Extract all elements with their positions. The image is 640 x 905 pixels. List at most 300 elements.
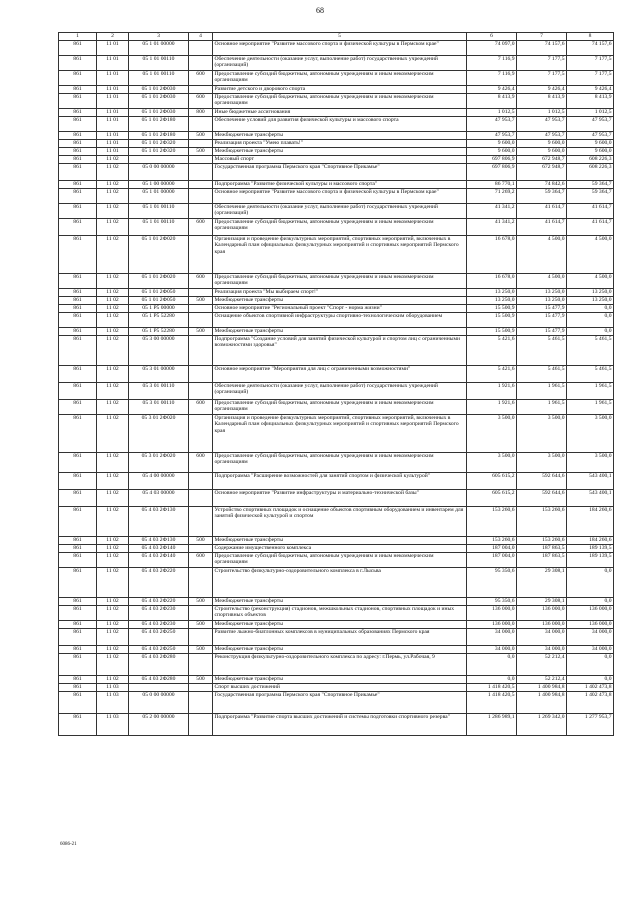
description-cell: Обеспечение деятельности (оказание услуг, выполнение работ) государственных учреждений (организаций): [213, 55, 467, 70]
amount-year3-cell: 189 139,5: [567, 544, 614, 552]
expense-type-cell: 500: [189, 536, 213, 544]
target-article-cell: 05 3 00 00000: [129, 335, 189, 365]
amount-year1-cell: 71 269,2: [467, 188, 517, 203]
amount-year1-cell: 1 012,5: [467, 108, 517, 116]
target-article-cell: 05 1 01 2Ф030: [129, 85, 189, 93]
table-row: [59, 472, 614, 489]
amount-year2-cell: 1 961,5: [517, 382, 567, 399]
amount-year3-cell: 1 961,5: [567, 399, 614, 414]
amount-year3-cell: 4 500,0: [567, 273, 614, 288]
table-row: [59, 203, 614, 218]
target-article-cell: 05 1 01 00110: [129, 70, 189, 85]
description-cell: Подпрограмма "Развитие физической культуры и массового спорта": [213, 180, 467, 188]
amount-year1-cell: 1 921,6: [467, 399, 517, 414]
table-row: [59, 116, 614, 131]
table-row: [59, 628, 614, 645]
section-code-cell: 11 02: [97, 653, 129, 675]
amount-year2-cell: 1 400 984,8: [517, 683, 567, 691]
admin-code-cell: 861: [59, 382, 97, 399]
expense-type-cell: [189, 116, 213, 131]
amount-year3-cell: 13 250,0: [567, 288, 614, 296]
amount-year3-cell: 59 364,7: [567, 188, 614, 203]
expense-type-cell: 500: [189, 645, 213, 653]
table-row: [59, 536, 614, 544]
description-cell: Межбюджетные трансферты: [213, 620, 467, 628]
amount-year1-cell: 605 615,2: [467, 472, 517, 489]
amount-year3-cell: 41 614,7: [567, 203, 614, 218]
amount-year2-cell: 4 500,0: [517, 235, 567, 273]
amount-year3-cell: 74 157,6: [567, 40, 614, 55]
admin-code-cell: 861: [59, 304, 97, 312]
amount-year3-cell: 1 402 473,8: [567, 691, 614, 713]
section-code-cell: 11 02: [97, 304, 129, 312]
expense-type-cell: 500: [189, 597, 213, 605]
section-code-cell: 11 02: [97, 203, 129, 218]
target-article-cell: 05 3 01 2Ф020: [129, 452, 189, 472]
amount-year1-cell: 74 097,0: [467, 40, 517, 55]
target-article-cell: [129, 683, 189, 691]
amount-year1-cell: 3 500,0: [467, 452, 517, 472]
amount-year1-cell: 13 250,0: [467, 296, 517, 304]
amount-year1-cell: 7 116,9: [467, 70, 517, 85]
target-article-cell: 05 4 03 2Ф230: [129, 620, 189, 628]
admin-code-cell: 861: [59, 40, 97, 55]
description-cell: Межбюджетные трансферты: [213, 597, 467, 605]
amount-year3-cell: 5 461,5: [567, 335, 614, 365]
amount-year2-cell: 13 250,0: [517, 296, 567, 304]
description-cell: Оснащение объектов спортивной инфраструктуры спортивно-технологическим оборудованием: [213, 312, 467, 327]
description-cell: Межбюджетные трансферты: [213, 147, 467, 155]
table-row: [59, 365, 614, 382]
expense-type-cell: [189, 40, 213, 55]
description-cell: Предоставление субсидий бюджетным, автономным учреждениям и иным некоммерческим организациям: [213, 93, 467, 108]
amount-year1-cell: 86 770,1: [467, 180, 517, 188]
expense-type-cell: [189, 691, 213, 713]
amount-year2-cell: 1 012,5: [517, 108, 567, 116]
table-body: [59, 40, 614, 735]
amount-year1-cell: 34 000,0: [467, 628, 517, 645]
description-cell: Содержание имущественного комплекса: [213, 544, 467, 552]
description-cell: Межбюджетные трансферты: [213, 536, 467, 544]
amount-year1-cell: 9 600,0: [467, 147, 517, 155]
table-row: [59, 399, 614, 414]
description-cell: Реализация проекта "Мы выбираем спорт!": [213, 288, 467, 296]
section-code-cell: 11 02: [97, 552, 129, 567]
description-cell: Межбюджетные трансферты: [213, 645, 467, 653]
expense-type-cell: 800: [189, 108, 213, 116]
amount-year3-cell: 1 277 953,7: [567, 713, 614, 735]
admin-code-cell: 861: [59, 399, 97, 414]
description-cell: Основное мероприятие "Развитие массового спорта и физической культуры в Пермском крае": [213, 40, 467, 55]
target-article-cell: 05 1 Р5 52280: [129, 327, 189, 335]
amount-year3-cell: 9 600,0: [567, 147, 614, 155]
target-article-cell: 05 1 01 00110: [129, 218, 189, 235]
description-cell: Предоставление субсидий бюджетным, автономным учреждениям и иным некоммерческим организациям: [213, 452, 467, 472]
description-cell: Основное мероприятие "Развитие инфраструктуры и материально-технической базы": [213, 489, 467, 506]
target-article-cell: 05 1 Р5 00000: [129, 304, 189, 312]
table-row: [59, 70, 614, 85]
amount-year2-cell: 41 614,7: [517, 203, 567, 218]
table-row: [59, 691, 614, 713]
table-row: [59, 55, 614, 70]
expense-type-cell: [189, 683, 213, 691]
amount-year2-cell: 7 177,5: [517, 55, 567, 70]
amount-year2-cell: 9 600,0: [517, 139, 567, 147]
amount-year2-cell: 47 953,7: [517, 131, 567, 139]
amount-year1-cell: 136 000,0: [467, 620, 517, 628]
amount-year1-cell: 9 600,0: [467, 139, 517, 147]
description-cell: Реконструкция физкультурно-оздоровительного комплекса по адресу: г.Пермь, ул.Рабочая, 9: [213, 653, 467, 675]
amount-year1-cell: 15 500,9: [467, 327, 517, 335]
amount-year2-cell: 4 500,0: [517, 273, 567, 288]
amount-year2-cell: 34 000,0: [517, 645, 567, 653]
amount-year2-cell: 74 842,6: [517, 180, 567, 188]
admin-code-cell: 861: [59, 147, 97, 155]
expense-type-cell: [189, 335, 213, 365]
amount-year2-cell: 136 000,0: [517, 620, 567, 628]
section-code-cell: 11 01: [97, 40, 129, 55]
amount-year2-cell: 47 953,7: [517, 116, 567, 131]
target-article-cell: [129, 155, 189, 163]
description-cell: Устройство спортивных площадок и оснащение объектов спортивным оборудованием и инвентарем для занятий физической культурой и спортом: [213, 506, 467, 536]
section-code-cell: 11 02: [97, 312, 129, 327]
description-cell: Подпрограмма "Создание условий для занятий физической культурой и спортом лиц с ограниченными возможностями здоровья": [213, 335, 467, 365]
budget-table: [58, 32, 614, 736]
section-code-cell: 11 02: [97, 506, 129, 536]
expense-type-cell: [189, 382, 213, 399]
amount-year2-cell: 13 250,0: [517, 288, 567, 296]
amount-year2-cell: 15 477,9: [517, 304, 567, 312]
admin-code-cell: 861: [59, 180, 97, 188]
amount-year3-cell: 608 226,3: [567, 155, 614, 163]
admin-code-cell: 861: [59, 85, 97, 93]
expense-type-cell: [189, 288, 213, 296]
table-row: [59, 597, 614, 605]
table-row: [59, 552, 614, 567]
target-article-cell: 05 4 00 00000: [129, 472, 189, 489]
expense-type-cell: 600: [189, 399, 213, 414]
admin-code-cell: 861: [59, 506, 97, 536]
description-cell: Межбюджетные трансферты: [213, 296, 467, 304]
section-code-cell: 11 02: [97, 675, 129, 683]
expense-type-cell: [189, 139, 213, 147]
amount-year1-cell: 1 286 989,1: [467, 713, 517, 735]
admin-code-cell: 861: [59, 116, 97, 131]
target-article-cell: 05 3 01 2Ф020: [129, 414, 189, 452]
amount-year3-cell: 7 177,5: [567, 70, 614, 85]
section-code-cell: 11 01: [97, 55, 129, 70]
description-cell: Строительство (реконструкция) стадионов, межшкольных стадионов, спортивных площадок и иных спортивных объектов: [213, 605, 467, 620]
admin-code-cell: 861: [59, 235, 97, 273]
description-cell: Подпрограмма "Расширение возможностей для занятий спортом и физической культурой": [213, 472, 467, 489]
amount-year1-cell: 41 341,2: [467, 218, 517, 235]
admin-code-cell: 861: [59, 139, 97, 147]
amount-year1-cell: 1 418 420,5: [467, 691, 517, 713]
section-code-cell: 11 02: [97, 567, 129, 597]
table-row: [59, 296, 614, 304]
target-article-cell: 05 4 03 2Ф280: [129, 675, 189, 683]
admin-code-cell: 861: [59, 536, 97, 544]
amount-year3-cell: 184 260,6: [567, 536, 614, 544]
target-article-cell: 05 1 01 2Ф030: [129, 93, 189, 108]
admin-code-cell: 861: [59, 691, 97, 713]
amount-year1-cell: 95 350,6: [467, 597, 517, 605]
amount-year1-cell: 41 341,2: [467, 203, 517, 218]
description-cell: Основное мероприятие "Региональный проект "Спорт - норма жизни": [213, 304, 467, 312]
column-header: 3: [129, 33, 189, 41]
amount-year1-cell: 95 350,6: [467, 567, 517, 597]
amount-year2-cell: 7 177,5: [517, 70, 567, 85]
expense-type-cell: [189, 472, 213, 489]
target-article-cell: 05 4 03 2Ф140: [129, 552, 189, 567]
amount-year1-cell: 697 806,9: [467, 155, 517, 163]
amount-year3-cell: 1 961,5: [567, 382, 614, 399]
section-code-cell: 11 03: [97, 683, 129, 691]
target-article-cell: 05 1 01 00000: [129, 40, 189, 55]
target-article-cell: 05 1 01 2Ф180: [129, 116, 189, 131]
table-row: [59, 620, 614, 628]
admin-code-cell: 861: [59, 713, 97, 735]
amount-year2-cell: 592 644,6: [517, 472, 567, 489]
expense-type-cell: [189, 365, 213, 382]
table-row: [59, 414, 614, 452]
expense-type-cell: [189, 85, 213, 93]
table-row: [59, 40, 614, 55]
description-cell: Межбюджетные трансферты: [213, 675, 467, 683]
table-row: [59, 163, 614, 180]
amount-year2-cell: 52 212,4: [517, 653, 567, 675]
amount-year3-cell: 8 413,9: [567, 93, 614, 108]
amount-year3-cell: 4 500,0: [567, 235, 614, 273]
admin-code-cell: 861: [59, 628, 97, 645]
target-article-cell: 05 4 03 2Ф130: [129, 506, 189, 536]
section-code-cell: 11 02: [97, 544, 129, 552]
amount-year3-cell: 47 953,7: [567, 116, 614, 131]
table-row: [59, 139, 614, 147]
amount-year2-cell: 153 260,6: [517, 536, 567, 544]
expense-type-cell: 600: [189, 452, 213, 472]
table-row: [59, 188, 614, 203]
amount-year1-cell: 0,0: [467, 675, 517, 683]
section-code-cell: 11 02: [97, 218, 129, 235]
amount-year3-cell: 1 402 473,8: [567, 683, 614, 691]
description-cell: Государственная программа Пермского края "Спортивное Прикамье": [213, 163, 467, 180]
description-cell: Развитие лыжно-биатлонных комплексов в муниципальных образованиях Пермского края: [213, 628, 467, 645]
amount-year3-cell: 3 500,0: [567, 452, 614, 472]
target-article-cell: 05 2 00 00000: [129, 713, 189, 735]
expense-type-cell: [189, 489, 213, 506]
table-row: [59, 645, 614, 653]
description-cell: Обеспечение деятельности (оказание услуг, выполнение работ) государственных учреждений (организаций): [213, 382, 467, 399]
target-article-cell: 05 4 03 2Ф250: [129, 628, 189, 645]
amount-year3-cell: 41 614,7: [567, 218, 614, 235]
section-code-cell: 11 02: [97, 288, 129, 296]
amount-year3-cell: 34 000,0: [567, 645, 614, 653]
amount-year1-cell: 1 418 420,5: [467, 683, 517, 691]
description-cell: Межбюджетные трансферты: [213, 327, 467, 335]
description-cell: Межбюджетные трансферты: [213, 131, 467, 139]
column-header: 5: [213, 33, 467, 41]
target-article-cell: 05 3 01 00110: [129, 399, 189, 414]
admin-code-cell: 861: [59, 620, 97, 628]
admin-code-cell: 861: [59, 472, 97, 489]
expense-type-cell: 600: [189, 93, 213, 108]
section-code-cell: 11 02: [97, 645, 129, 653]
description-cell: Иные бюджетные ассигнования: [213, 108, 467, 116]
table-row: [59, 235, 614, 273]
amount-year1-cell: 9 426,4: [467, 85, 517, 93]
amount-year2-cell: 153 260,6: [517, 506, 567, 536]
amount-year2-cell: 3 500,0: [517, 414, 567, 452]
target-article-cell: 05 3 01 00000: [129, 365, 189, 382]
amount-year3-cell: 0,0: [567, 304, 614, 312]
section-code-cell: 11 02: [97, 296, 129, 304]
target-article-cell: 05 1 01 2Ф030: [129, 108, 189, 116]
table-row: [59, 675, 614, 683]
amount-year1-cell: 605 615,2: [467, 489, 517, 506]
amount-year3-cell: 13 250,0: [567, 296, 614, 304]
section-code-cell: 11 02: [97, 327, 129, 335]
description-cell: Предоставление субсидий бюджетным, автономным учреждениям и иным некоммерческим организациям: [213, 399, 467, 414]
description-cell: Развитие детского и дворового спорта: [213, 85, 467, 93]
section-code-cell: 11 02: [97, 414, 129, 452]
admin-code-cell: 861: [59, 675, 97, 683]
amount-year2-cell: 74 157,6: [517, 40, 567, 55]
description-cell: Строительство физкультурно-оздоровительного комплекса в г.Лысьва: [213, 567, 467, 597]
amount-year1-cell: 8 413,9: [467, 93, 517, 108]
target-article-cell: 05 1 01 2Ф020: [129, 235, 189, 273]
table-row: [59, 567, 614, 597]
expense-type-cell: 500: [189, 147, 213, 155]
amount-year2-cell: 1 400 984,8: [517, 691, 567, 713]
amount-year1-cell: 7 116,9: [467, 55, 517, 70]
section-code-cell: 11 02: [97, 155, 129, 163]
section-code-cell: 11 01: [97, 131, 129, 139]
amount-year2-cell: 34 000,0: [517, 628, 567, 645]
description-cell: Основное мероприятие "Развитие массового спорта и физической культуры в Пермском крае": [213, 188, 467, 203]
target-article-cell: 05 4 03 2Ф250: [129, 645, 189, 653]
amount-year3-cell: 9 426,4: [567, 85, 614, 93]
description-cell: Предоставление субсидий бюджетным, автономным учреждениям и иным некоммерческим организациям: [213, 70, 467, 85]
admin-code-cell: 861: [59, 567, 97, 597]
amount-year2-cell: 15 477,9: [517, 312, 567, 327]
target-article-cell: 05 1 Р5 52280: [129, 312, 189, 327]
amount-year2-cell: 672 948,7: [517, 163, 567, 180]
target-article-cell: 05 1 01 2Ф050: [129, 296, 189, 304]
target-article-cell: 05 1 01 00000: [129, 188, 189, 203]
table-row: [59, 93, 614, 108]
amount-year1-cell: 47 953,7: [467, 131, 517, 139]
target-article-cell: 05 3 01 00110: [129, 382, 189, 399]
expense-type-cell: [189, 203, 213, 218]
amount-year1-cell: 3 500,0: [467, 414, 517, 452]
description-cell: Массовый спорт: [213, 155, 467, 163]
target-article-cell: 05 1 01 00110: [129, 203, 189, 218]
expense-type-cell: 500: [189, 675, 213, 683]
description-cell: Спорт высших достижений: [213, 683, 467, 691]
section-code-cell: 11 02: [97, 163, 129, 180]
admin-code-cell: 861: [59, 288, 97, 296]
admin-code-cell: 861: [59, 131, 97, 139]
table-row: [59, 713, 614, 735]
amount-year3-cell: 0,0: [567, 567, 614, 597]
description-cell: Обеспечение условий для развития физической культуры и массового спорта: [213, 116, 467, 131]
target-article-cell: 05 1 01 2Ф320: [129, 147, 189, 155]
expense-type-cell: [189, 163, 213, 180]
column-header: 2: [97, 33, 129, 41]
admin-code-cell: 861: [59, 273, 97, 288]
description-cell: Реализация проекта "Умею плавать!": [213, 139, 467, 147]
table-row: [59, 85, 614, 93]
amount-year3-cell: 3 500,0: [567, 414, 614, 452]
amount-year1-cell: 16 678,0: [467, 273, 517, 288]
amount-year2-cell: 187 863,5: [517, 544, 567, 552]
amount-year2-cell: 672 948,7: [517, 155, 567, 163]
target-article-cell: 05 4 03 2Ф220: [129, 597, 189, 605]
column-header: 1: [59, 33, 97, 41]
amount-year1-cell: 0,0: [467, 653, 517, 675]
admin-code-cell: 861: [59, 653, 97, 675]
admin-code-cell: 861: [59, 327, 97, 335]
admin-code-cell: 861: [59, 155, 97, 163]
table-row: [59, 155, 614, 163]
admin-code-cell: 861: [59, 312, 97, 327]
table-row: [59, 653, 614, 675]
amount-year1-cell: 47 953,7: [467, 116, 517, 131]
section-code-cell: 11 02: [97, 597, 129, 605]
target-article-cell: 05 1 00 00000: [129, 180, 189, 188]
amount-year3-cell: 1 012,5: [567, 108, 614, 116]
amount-year3-cell: 59 364,7: [567, 180, 614, 188]
admin-code-cell: 861: [59, 365, 97, 382]
amount-year3-cell: 136 000,0: [567, 605, 614, 620]
admin-code-cell: 861: [59, 218, 97, 235]
section-code-cell: 11 02: [97, 628, 129, 645]
expense-type-cell: [189, 653, 213, 675]
table-row: [59, 335, 614, 365]
table-row: [59, 489, 614, 506]
admin-code-cell: 861: [59, 489, 97, 506]
amount-year3-cell: 0,0: [567, 675, 614, 683]
expense-type-cell: [189, 235, 213, 273]
table-row: [59, 108, 614, 116]
expense-type-cell: 600: [189, 552, 213, 567]
section-code-cell: 11 02: [97, 273, 129, 288]
expense-type-cell: [189, 312, 213, 327]
amount-year1-cell: 5 421,6: [467, 335, 517, 365]
table-row: [59, 683, 614, 691]
amount-year1-cell: 13 250,0: [467, 288, 517, 296]
description-cell: Обеспечение деятельности (оказание услуг, выполнение работ) государственных учреждений (организаций): [213, 203, 467, 218]
target-article-cell: 05 1 01 2Ф320: [129, 139, 189, 147]
amount-year2-cell: 5 461,5: [517, 365, 567, 382]
section-code-cell: 11 02: [97, 399, 129, 414]
admin-code-cell: 861: [59, 597, 97, 605]
amount-year2-cell: 1 269 342,0: [517, 713, 567, 735]
expense-type-cell: [189, 544, 213, 552]
description-cell: Предоставление субсидий бюджетным, автономным учреждениям и иным некоммерческим организациям: [213, 552, 467, 567]
amount-year2-cell: 9 600,0: [517, 147, 567, 155]
section-code-cell: 11 02: [97, 536, 129, 544]
amount-year3-cell: 136 000,0: [567, 620, 614, 628]
amount-year1-cell: 697 806,9: [467, 163, 517, 180]
expense-type-cell: [189, 567, 213, 597]
admin-code-cell: 861: [59, 452, 97, 472]
expense-type-cell: 500: [189, 620, 213, 628]
description-cell: Предоставление субсидий бюджетным, автономным учреждениям и иным некоммерческим организациям: [213, 218, 467, 235]
amount-year1-cell: 136 000,0: [467, 605, 517, 620]
amount-year2-cell: 41 614,7: [517, 218, 567, 235]
